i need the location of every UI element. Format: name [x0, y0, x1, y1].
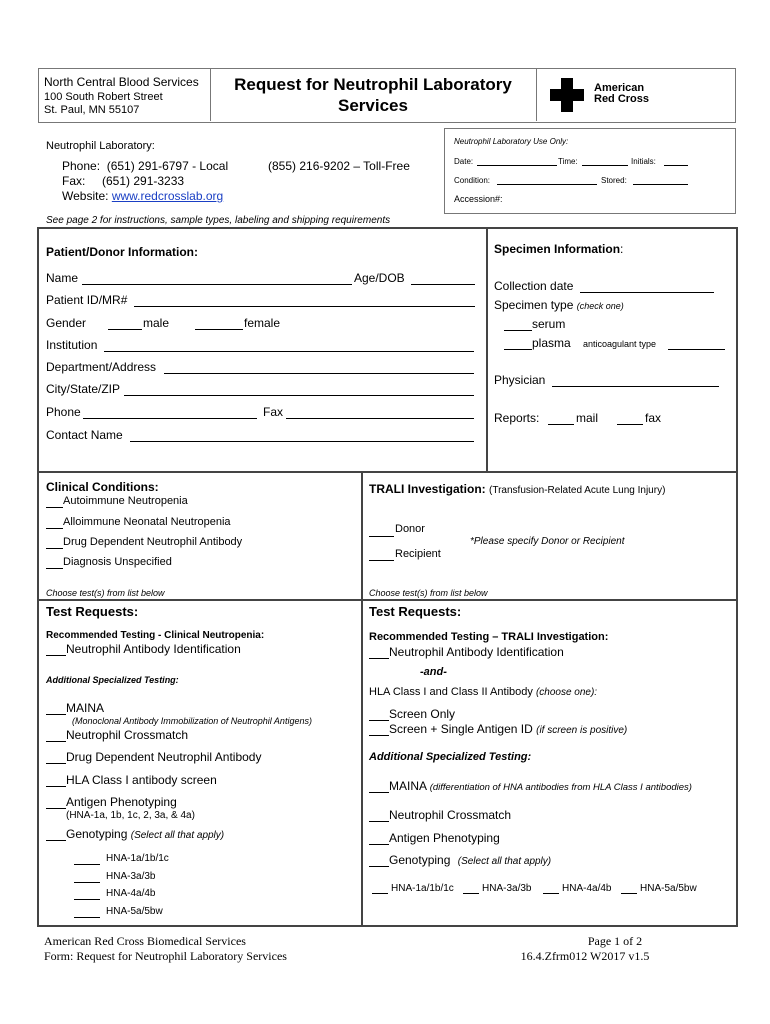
left-drug-label: Drug Dependent Neutrophil Antibody	[66, 750, 262, 764]
page-title-line1: Request for Neutrophil Laboratory	[234, 75, 512, 94]
clinical-item-1: Autoimmune Neutropenia	[63, 495, 188, 507]
clinical-check-4[interactable]	[46, 568, 63, 569]
clinical-item-4: Diagnosis Unspecified	[63, 556, 172, 568]
serum-checkbox[interactable]	[504, 330, 532, 331]
right-maina-label	[389, 779, 692, 793]
right-hna-4: HNA-5a/5bw	[640, 883, 697, 894]
institution-field[interactable]	[104, 351, 474, 352]
lab-tollfree: (855) 216-9202 – Toll-Free	[268, 159, 410, 173]
logo-text-2: Red Cross	[594, 93, 650, 105]
time-label: Time:	[558, 157, 578, 166]
city-field[interactable]	[124, 395, 474, 396]
trali-heading-text: TRALI Investigation:	[369, 482, 486, 496]
age-dob-label: Age/DOB	[354, 271, 405, 285]
fax-field[interactable]	[286, 418, 474, 419]
left-genotyping-checkbox[interactable]	[46, 840, 66, 841]
red-cross-logo-icon	[550, 78, 584, 112]
phone-label: Phone	[46, 405, 81, 419]
trali-sub: (Transfusion-Related Acute Lung Injury)	[489, 485, 666, 496]
date-field[interactable]	[477, 165, 557, 166]
right-genotyping-label	[389, 853, 551, 867]
clinical-check-2[interactable]	[46, 528, 63, 529]
plasma-label: plasma	[532, 336, 571, 350]
see-page-note: See page 2 for instructions, sample types, labeling and shipping requirements	[46, 215, 391, 226]
contact-field[interactable]	[130, 441, 474, 442]
reports-mail-checkbox[interactable]	[548, 424, 574, 425]
time-field[interactable]	[582, 165, 628, 166]
lab-heading: Neutrophil Laboratory:	[46, 140, 155, 152]
left-hna-check-4[interactable]	[74, 917, 100, 918]
reports-mail-label: mail	[576, 411, 599, 425]
header-divider-2	[536, 69, 537, 121]
trali-choose-note: Choose test(s) from list below	[369, 588, 488, 598]
reports-fax-checkbox[interactable]	[617, 424, 643, 425]
left-crossmatch-checkbox[interactable]	[46, 741, 66, 742]
left-nai-label: Neutrophil Antibody Identification	[66, 642, 241, 656]
left-additional-label: Additional Specialized Testing:	[46, 675, 179, 685]
right-maina-sub: (differentiation of HNA antibodies from HLA Class I antibodies)	[429, 782, 692, 793]
clinical-check-3[interactable]	[46, 548, 63, 549]
org-address-1: 100 South Robert Street	[44, 91, 163, 103]
clinical-choose-note: Choose test(s) from list below	[46, 588, 165, 598]
right-select-all: (Select all that apply)	[457, 856, 552, 867]
specimen-heading-colon: :	[620, 242, 624, 256]
left-tests-heading: Test Requests:	[46, 604, 139, 619]
left-maina-label: MAINA	[66, 701, 105, 715]
name-field[interactable]	[82, 284, 352, 285]
institution-label: Institution	[46, 338, 98, 352]
right-hna-check-1[interactable]	[372, 893, 388, 894]
tests-divider	[361, 473, 363, 925]
right-screen-single-label	[389, 722, 627, 736]
left-hla-checkbox[interactable]	[46, 786, 66, 787]
department-field[interactable]	[164, 373, 474, 374]
right-antigen-label: Antigen Phenotyping	[389, 831, 500, 845]
right-maina-checkbox[interactable]	[369, 792, 389, 793]
anticoagulant-field[interactable]	[668, 349, 725, 350]
left-antigen-sub: (HNA-1a, 1b, 1c, 2, 3a, & 4a)	[66, 810, 195, 821]
check-one-note: (check one)	[576, 301, 624, 311]
right-and-label: -and-	[420, 666, 447, 678]
left-recommended-label: Recommended Testing - Clinical Neutropenia:	[46, 630, 265, 641]
right-antigen-checkbox[interactable]	[369, 844, 389, 845]
right-hna-3: HNA-4a/4b	[562, 883, 612, 894]
use-only-date	[454, 157, 473, 166]
right-hna-1: HNA-1a/1b/1c	[391, 883, 454, 894]
gender-label: Gender	[46, 316, 87, 330]
left-drug-checkbox[interactable]	[46, 763, 66, 764]
right-crossmatch-label: Neutrophil Crossmatch	[389, 808, 512, 822]
right-hna-check-4[interactable]	[621, 893, 637, 894]
footer-page: Page 1 of 2	[587, 934, 643, 948]
trali-heading	[369, 482, 665, 496]
right-additional-label: Additional Specialized Testing:	[369, 751, 532, 763]
right-hna-check-3[interactable]	[543, 893, 559, 894]
org-address-2: St. Paul, MN 55107	[44, 104, 140, 116]
page-title-line2: Services	[338, 96, 408, 115]
left-hna-check-3[interactable]	[74, 899, 100, 900]
footer-code: 16.4.Zfrm012 W2017 v1.5	[520, 949, 650, 963]
left-crossmatch-label: Neutrophil Crossmatch	[66, 728, 189, 742]
name-label: Name	[46, 271, 79, 285]
fax-label: Fax	[263, 405, 284, 419]
patient-specimen-divider	[486, 229, 488, 471]
right-tests-heading: Test Requests:	[369, 604, 462, 619]
left-hna-check-1[interactable]	[74, 864, 100, 865]
left-hna-1: HNA-1a/1b/1c	[106, 853, 169, 864]
right-hla-text: HLA Class I and Class II Antibody	[369, 686, 533, 698]
date-label: Date:	[454, 157, 474, 166]
left-select-all: (Select all that apply)	[130, 830, 225, 841]
left-genotyping-text: Genotyping	[66, 827, 128, 841]
right-if-positive: (if screen is positive)	[536, 725, 628, 736]
left-antigen-checkbox[interactable]	[46, 808, 66, 809]
left-maina-sub: (Monoclonal Antibody Immobilization of Neutrophil Antigens)	[72, 716, 312, 726]
left-antigen-label: Antigen Phenotyping	[66, 795, 177, 809]
left-hna-3: HNA-4a/4b	[106, 888, 156, 899]
right-nai-label: Neutrophil Antibody Identification	[389, 645, 564, 659]
clinical-heading: Clinical Conditions:	[46, 480, 159, 494]
right-screen-only-checkbox[interactable]	[369, 720, 389, 721]
reports-label: Reports:	[494, 411, 540, 425]
initials-label: Initials:	[631, 157, 656, 166]
stored-field[interactable]	[633, 184, 688, 185]
left-nai-checkbox[interactable]	[46, 655, 66, 656]
gender-female-label: female	[244, 316, 281, 330]
initials-field[interactable]	[664, 165, 688, 166]
footer-form: Form: Request for Neutrophil Laboratory Services	[44, 949, 287, 963]
left-hna-check-2[interactable]	[74, 882, 100, 883]
phone-field[interactable]	[83, 418, 257, 419]
clinical-item-3: Drug Dependent Neutrophil Antibody	[63, 536, 243, 548]
patient-heading: Patient/Donor Information:	[46, 245, 198, 259]
right-screen-single-text: Screen + Single Antigen ID	[389, 722, 533, 736]
condition-label: Condition:	[454, 176, 491, 185]
specimen-type-label	[494, 298, 624, 312]
right-recommended-label: Recommended Testing – TRALI Investigation:	[369, 631, 609, 643]
anticoagulant-label: anticoagulant type	[583, 339, 657, 349]
left-maina-checkbox[interactable]	[46, 714, 66, 715]
left-genotyping-label	[66, 827, 224, 841]
right-nai-checkbox[interactable]	[369, 658, 389, 659]
trali-donor-checkbox[interactable]	[369, 536, 394, 537]
collection-label: Collection date	[494, 279, 574, 293]
contact-label: Contact Name	[46, 428, 123, 442]
gender-male-label: male	[143, 316, 170, 330]
department-label: Department/Address	[46, 360, 157, 374]
reports-fax-label: fax	[645, 411, 662, 425]
gender-male-checkbox[interactable]	[108, 329, 142, 330]
gender-female-checkbox[interactable]	[195, 329, 243, 330]
physician-field[interactable]	[552, 386, 719, 387]
collection-field[interactable]	[580, 292, 714, 293]
patient-specimen-section	[37, 227, 738, 473]
lab-website	[62, 189, 223, 203]
use-only-title: Neutrophil Laboratory Use Only:	[454, 137, 569, 146]
right-hna-2: HNA-3a/3b	[482, 883, 532, 894]
header-divider-1	[210, 69, 211, 121]
footer-org: American Red Cross Biomedical Services	[44, 934, 246, 948]
website-link[interactable]: www.redcrosslab.org	[111, 189, 224, 203]
specimen-heading	[494, 242, 623, 256]
patient-id-field[interactable]	[134, 306, 475, 307]
right-screen-only-label: Screen Only	[389, 707, 456, 721]
trali-recipient-label: Recipient	[395, 548, 441, 560]
stored-label: Stored:	[601, 176, 627, 185]
serum-label: serum	[532, 317, 566, 331]
trali-recipient-checkbox[interactable]	[369, 560, 394, 561]
trali-specify-note: *Please specify Donor or Recipient	[470, 536, 625, 547]
city-label: City/State/ZIP	[46, 382, 121, 396]
accession-label: Accession#:	[454, 194, 503, 204]
plasma-checkbox[interactable]	[504, 349, 532, 350]
left-hna-4: HNA-5a/5bw	[106, 906, 163, 917]
specimen-heading-text: Specimen Information	[494, 242, 621, 256]
trali-donor-label: Donor	[395, 523, 425, 535]
lab-phone: Phone: (651) 291-6797 - Local	[62, 159, 229, 173]
org-name: North Central Blood Services	[44, 75, 199, 89]
condition-field[interactable]	[497, 184, 597, 185]
logo-text-1: American	[594, 82, 645, 94]
right-genotyping-text: Genotyping	[389, 853, 451, 867]
lab-fax: Fax: (651) 291-3233	[62, 174, 185, 188]
right-genotyping-checkbox[interactable]	[369, 866, 389, 867]
patient-id-label: Patient ID/MR#	[46, 293, 128, 307]
website-label: Website:	[62, 189, 109, 203]
left-hna-2: HNA-3a/3b	[106, 871, 156, 882]
clinical-check-1[interactable]	[46, 507, 63, 508]
right-choose-one: (choose one):	[535, 687, 598, 698]
clinical-item-2: Alloimmune Neonatal Neutropenia	[63, 516, 231, 528]
right-screen-single-checkbox[interactable]	[369, 735, 389, 736]
right-maina-text: MAINA	[389, 779, 427, 793]
right-crossmatch-checkbox[interactable]	[369, 821, 389, 822]
right-hna-check-2[interactable]	[463, 893, 479, 894]
age-dob-field[interactable]	[411, 284, 475, 285]
right-hla-label	[369, 686, 597, 698]
physician-label: Physician	[494, 373, 546, 387]
left-hla-label: HLA Class I antibody screen	[66, 773, 217, 787]
specimen-type-text: Specimen type	[494, 298, 574, 312]
tests-hrule	[39, 599, 736, 601]
